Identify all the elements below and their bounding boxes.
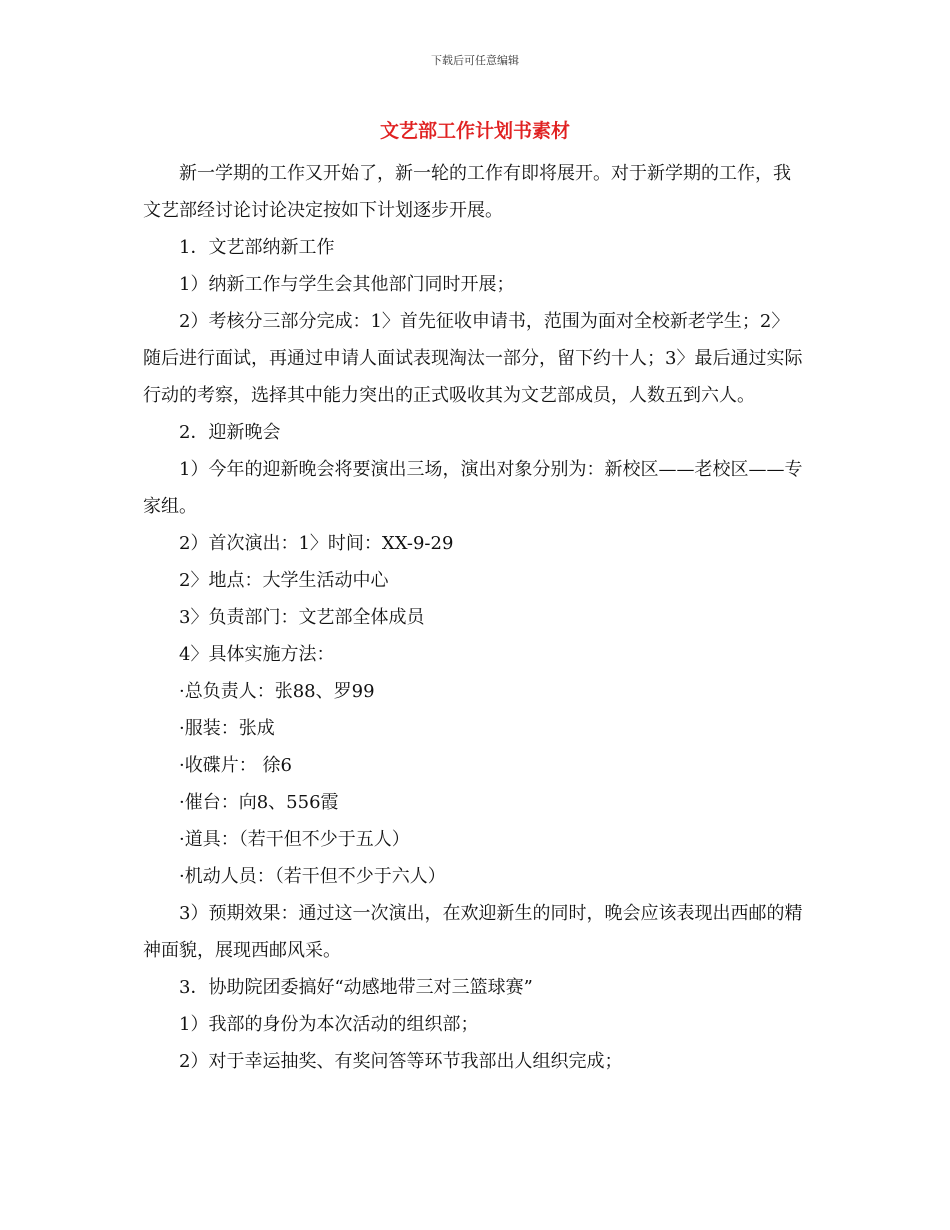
paragraph: 1．文艺部纳新工作 — [179, 237, 335, 258]
paragraph: 2）对于幸运抽奖、有奖问答等环节我部出人组织完成； — [179, 1051, 623, 1072]
paragraph: ·总负责人：张88、罗99 — [179, 681, 375, 702]
paragraph: 1）我部的身份为本次活动的组织部； — [179, 1014, 479, 1035]
paragraph: 2〉地点：大学生活动中心 — [179, 570, 389, 591]
paragraph: 1）今年的迎新晚会将要演出三场，演出对象分别为：新校区——老校区——专家组。 — [143, 459, 803, 517]
paragraph: ·服装：张成 — [179, 718, 275, 739]
paragraph: 3〉负责部门：文艺部全体成员 — [179, 607, 425, 628]
document-body — [143, 155, 807, 1080]
paragraph: 2．迎新晚会 — [179, 422, 281, 443]
paragraph: ·收碟片： 徐6 — [179, 755, 292, 776]
header-note: 下载后可任意编辑 — [431, 54, 519, 67]
paragraph: 1）纳新工作与学生会其他部门同时开展； — [179, 274, 515, 295]
document-title: 文艺部工作计划书素材 — [379, 120, 570, 142]
paragraph: 3．协助院团委搞好“动感地带三对三篮球赛” — [179, 977, 533, 998]
paragraph: 4〉具体实施方法： — [179, 644, 335, 665]
paragraph: ·催台：向8、556霞 — [179, 792, 339, 813]
paragraph: 新一学期的工作又开始了，新一轮的工作有即将展开。对于新学期的工作，我文艺部经讨论讨论决定按如下计划逐步开展。 — [143, 163, 791, 221]
paragraph: 2）考核分三部分完成：1〉首先征收申请书，范围为面对全校新老学生；2〉随后进行面试，再通过申请人面试表现淘汰一部分，留下约十人；3〉最后通过实际行动的考察，选择其中能力突出的正式吸收其为文艺部成员，人数五到六人。 — [143, 311, 803, 406]
paragraph: ·道具：（若干但不少于五人） — [179, 829, 410, 850]
paragraph: 2）首次演出：1〉时间：XX-9-29 — [179, 533, 454, 554]
paragraph: ·机动人员：（若干但不少于六人） — [179, 866, 446, 887]
paragraph: 3）预期效果：通过这一次演出，在欢迎新生的同时，晚会应该表现出西邮的精神面貌，展现西邮风采。 — [143, 903, 803, 961]
